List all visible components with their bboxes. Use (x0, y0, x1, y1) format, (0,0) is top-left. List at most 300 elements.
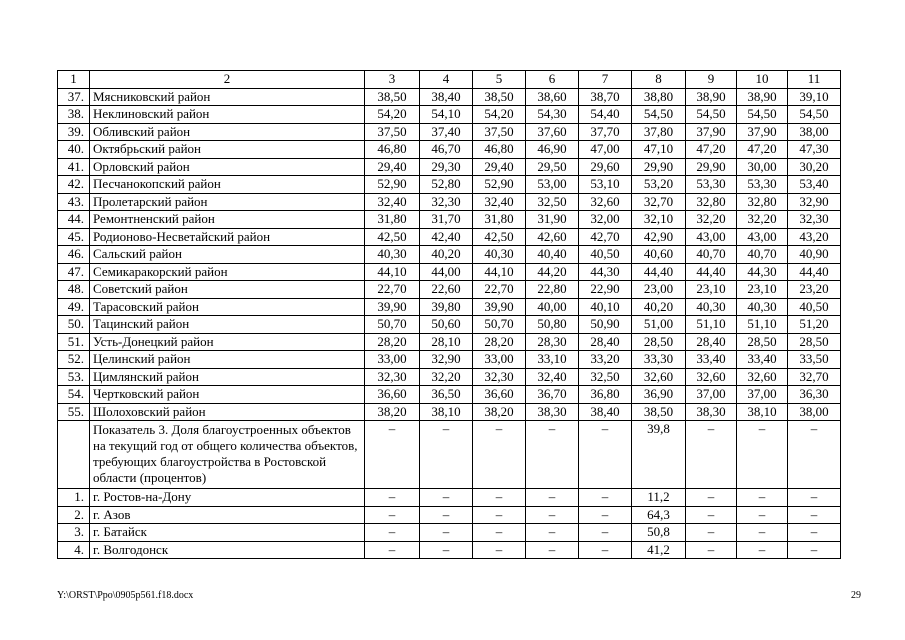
value-cell: 39,8 (632, 421, 686, 489)
table-row (58, 193, 841, 211)
value-cell: 32,50 (579, 368, 632, 386)
value-cell: – (686, 421, 737, 489)
value-cell: 37,00 (686, 386, 737, 404)
row-name: Неклиновский район (90, 106, 365, 124)
value-cell: 28,30 (526, 333, 579, 351)
value-cell: – (420, 506, 473, 524)
value-cell: – (526, 541, 579, 559)
value-cell: 32,80 (686, 193, 737, 211)
row-name: г. Ростов-на-Дону (90, 489, 365, 507)
table-row (58, 106, 841, 124)
value-cell: 38,90 (686, 88, 737, 106)
value-cell: 40,90 (788, 246, 841, 264)
value-cell: 32,20 (737, 211, 788, 229)
table-row (58, 403, 841, 421)
value-cell: 52,80 (420, 176, 473, 194)
row-name: Тацинский район (90, 316, 365, 334)
value-cell: 33,30 (632, 351, 686, 369)
value-cell: 37,90 (737, 123, 788, 141)
value-cell: 32,30 (788, 211, 841, 229)
value-cell: 40,20 (420, 246, 473, 264)
value-cell: 28,50 (632, 333, 686, 351)
value-cell: 38,10 (420, 403, 473, 421)
value-cell: 33,40 (686, 351, 737, 369)
row-name: Октябрьский район (90, 141, 365, 159)
page-number: 29 (851, 590, 861, 601)
row-number: 2. (58, 506, 90, 524)
row-name: г. Волгодонск (90, 541, 365, 559)
table-body (58, 71, 841, 559)
header-cell: 1 (58, 71, 90, 89)
value-cell: 47,20 (686, 141, 737, 159)
row-number: 50. (58, 316, 90, 334)
city-row (58, 541, 841, 559)
value-cell: 33,40 (737, 351, 788, 369)
value-cell: 33,00 (473, 351, 526, 369)
row-number: 44. (58, 211, 90, 229)
value-cell: – (737, 541, 788, 559)
value-cell: 29,90 (686, 158, 737, 176)
value-cell: 41,2 (632, 541, 686, 559)
value-cell: 33,20 (579, 351, 632, 369)
value-cell: – (686, 524, 737, 542)
value-cell: – (788, 421, 841, 489)
value-cell: 50,80 (526, 316, 579, 334)
value-cell: 22,60 (420, 281, 473, 299)
row-name: Усть-Донецкий район (90, 333, 365, 351)
value-cell: 54,20 (473, 106, 526, 124)
header-cell: 2 (90, 71, 365, 89)
value-cell: 44,40 (686, 263, 737, 281)
value-cell: 37,50 (473, 123, 526, 141)
value-cell: – (420, 421, 473, 489)
row-number: 47. (58, 263, 90, 281)
row-name: Родионово-Несветайский район (90, 228, 365, 246)
indicator-name: Показатель 3. Доля благоустроенных объектов на текущий год от общего количества объектов, требующих благоустройства в Ростовской области (процентов) (90, 421, 365, 489)
value-cell: 46,80 (473, 141, 526, 159)
value-cell: 54,50 (686, 106, 737, 124)
value-cell: 39,10 (788, 88, 841, 106)
value-cell: 38,10 (737, 403, 788, 421)
row-name: Тарасовский район (90, 298, 365, 316)
value-cell: 32,50 (526, 193, 579, 211)
value-cell: 32,70 (632, 193, 686, 211)
value-cell: – (420, 524, 473, 542)
value-cell: – (365, 524, 420, 542)
value-cell: 36,70 (526, 386, 579, 404)
row-name: Орловский район (90, 158, 365, 176)
value-cell: 38,40 (420, 88, 473, 106)
value-cell: 32,20 (686, 211, 737, 229)
value-cell: 47,10 (632, 141, 686, 159)
value-cell: 37,80 (632, 123, 686, 141)
row-name: Песчанокопский район (90, 176, 365, 194)
value-cell: 31,80 (473, 211, 526, 229)
row-number: 45. (58, 228, 90, 246)
value-cell: 29,30 (420, 158, 473, 176)
value-cell: 23,00 (632, 281, 686, 299)
value-cell: 40,00 (526, 298, 579, 316)
value-cell: 38,60 (526, 88, 579, 106)
row-number: 3. (58, 524, 90, 542)
table-row (58, 228, 841, 246)
value-cell: 43,20 (788, 228, 841, 246)
value-cell: 38,00 (788, 123, 841, 141)
value-cell: 32,00 (579, 211, 632, 229)
value-cell: 29,60 (579, 158, 632, 176)
value-cell: 64,3 (632, 506, 686, 524)
value-cell: 42,90 (632, 228, 686, 246)
value-cell: 40,30 (365, 246, 420, 264)
value-cell: 32,40 (365, 193, 420, 211)
value-cell: 28,10 (420, 333, 473, 351)
value-cell: 22,80 (526, 281, 579, 299)
row-name: Семикаракорский район (90, 263, 365, 281)
value-cell: 38,90 (737, 88, 788, 106)
table-row (58, 141, 841, 159)
value-cell: – (420, 489, 473, 507)
value-cell: 11,2 (632, 489, 686, 507)
value-cell: – (526, 489, 579, 507)
value-cell: 32,70 (788, 368, 841, 386)
value-cell: – (526, 421, 579, 489)
value-cell: 30,20 (788, 158, 841, 176)
value-cell: 40,30 (473, 246, 526, 264)
value-cell: 32,30 (365, 368, 420, 386)
header-cell: 11 (788, 71, 841, 89)
row-name: Целинский район (90, 351, 365, 369)
value-cell: 53,20 (632, 176, 686, 194)
value-cell: – (473, 506, 526, 524)
table-row (58, 176, 841, 194)
value-cell: 38,00 (788, 403, 841, 421)
value-cell: 38,50 (473, 88, 526, 106)
value-cell: 44,10 (365, 263, 420, 281)
value-cell: 47,00 (579, 141, 632, 159)
value-cell: 52,90 (473, 176, 526, 194)
value-cell: 28,40 (686, 333, 737, 351)
value-cell: 32,20 (420, 368, 473, 386)
value-cell: 46,80 (365, 141, 420, 159)
value-cell: 54,20 (365, 106, 420, 124)
empty-cell (58, 421, 90, 489)
row-number: 51. (58, 333, 90, 351)
table-row (58, 281, 841, 299)
row-number: 41. (58, 158, 90, 176)
value-cell: – (788, 524, 841, 542)
value-cell: – (686, 489, 737, 507)
value-cell: 37,40 (420, 123, 473, 141)
value-cell: 32,40 (473, 193, 526, 211)
value-cell: 40,60 (632, 246, 686, 264)
header-cell: 7 (579, 71, 632, 89)
value-cell: 37,50 (365, 123, 420, 141)
value-cell: 30,00 (737, 158, 788, 176)
value-cell: 32,60 (579, 193, 632, 211)
value-cell: – (473, 541, 526, 559)
value-cell: – (526, 506, 579, 524)
value-cell: 40,20 (632, 298, 686, 316)
row-number: 4. (58, 541, 90, 559)
value-cell: – (579, 541, 632, 559)
table-row (58, 333, 841, 351)
header-cell: 4 (420, 71, 473, 89)
header-cell: 5 (473, 71, 526, 89)
value-cell: 40,50 (579, 246, 632, 264)
value-cell: 36,80 (579, 386, 632, 404)
value-cell: 39,90 (365, 298, 420, 316)
row-name: Пролетарский район (90, 193, 365, 211)
value-cell: 33,10 (526, 351, 579, 369)
row-number: 42. (58, 176, 90, 194)
value-cell: – (579, 489, 632, 507)
value-cell: – (737, 524, 788, 542)
value-cell: 38,50 (632, 403, 686, 421)
value-cell: 36,50 (420, 386, 473, 404)
value-cell: 47,30 (788, 141, 841, 159)
row-name: г. Батайск (90, 524, 365, 542)
value-cell: 29,40 (365, 158, 420, 176)
value-cell: 53,40 (788, 176, 841, 194)
value-cell: – (788, 489, 841, 507)
table-row (58, 351, 841, 369)
value-cell: 42,50 (473, 228, 526, 246)
row-name: Обливский район (90, 123, 365, 141)
value-cell: – (365, 421, 420, 489)
value-cell: 32,60 (737, 368, 788, 386)
value-cell: – (473, 421, 526, 489)
value-cell: 50,60 (420, 316, 473, 334)
row-name: Сальский район (90, 246, 365, 264)
indicator-row (58, 421, 841, 489)
value-cell: 28,50 (737, 333, 788, 351)
value-cell: 42,70 (579, 228, 632, 246)
row-number: 52. (58, 351, 90, 369)
value-cell: 43,00 (737, 228, 788, 246)
table-row (58, 386, 841, 404)
value-cell: 32,10 (632, 211, 686, 229)
value-cell: 28,20 (365, 333, 420, 351)
value-cell: 22,70 (365, 281, 420, 299)
value-cell: 37,00 (737, 386, 788, 404)
value-cell: 53,10 (579, 176, 632, 194)
table-row (58, 211, 841, 229)
value-cell: 54,30 (526, 106, 579, 124)
value-cell: 51,00 (632, 316, 686, 334)
row-number: 53. (58, 368, 90, 386)
value-cell: 50,8 (632, 524, 686, 542)
value-cell: – (365, 489, 420, 507)
value-cell: 31,80 (365, 211, 420, 229)
table-row (58, 298, 841, 316)
value-cell: 40,30 (686, 298, 737, 316)
value-cell: 23,20 (788, 281, 841, 299)
value-cell: 31,90 (526, 211, 579, 229)
table-row (58, 246, 841, 264)
value-cell: – (788, 506, 841, 524)
row-number: 54. (58, 386, 90, 404)
value-cell: 38,30 (526, 403, 579, 421)
value-cell: 28,20 (473, 333, 526, 351)
value-cell: 42,60 (526, 228, 579, 246)
data-table (57, 70, 841, 559)
value-cell: 54,50 (632, 106, 686, 124)
value-cell: 37,60 (526, 123, 579, 141)
value-cell: 47,20 (737, 141, 788, 159)
value-cell: 50,70 (365, 316, 420, 334)
row-number: 55. (58, 403, 90, 421)
value-cell: 32,80 (737, 193, 788, 211)
value-cell: 37,70 (579, 123, 632, 141)
value-cell: 40,50 (788, 298, 841, 316)
header-cell: 9 (686, 71, 737, 89)
header-cell: 3 (365, 71, 420, 89)
value-cell: 28,50 (788, 333, 841, 351)
value-cell: 22,70 (473, 281, 526, 299)
value-cell: – (579, 524, 632, 542)
value-cell: 54,40 (579, 106, 632, 124)
value-cell: 32,40 (526, 368, 579, 386)
value-cell: 54,50 (788, 106, 841, 124)
value-cell: 29,50 (526, 158, 579, 176)
value-cell: 50,90 (579, 316, 632, 334)
value-cell: – (365, 541, 420, 559)
city-row (58, 506, 841, 524)
value-cell: 40,10 (579, 298, 632, 316)
value-cell: – (579, 506, 632, 524)
value-cell: 32,30 (473, 368, 526, 386)
row-number: 46. (58, 246, 90, 264)
value-cell: 44,20 (526, 263, 579, 281)
value-cell: – (365, 506, 420, 524)
header-cell: 6 (526, 71, 579, 89)
value-cell: – (579, 421, 632, 489)
row-number: 49. (58, 298, 90, 316)
value-cell: 44,30 (737, 263, 788, 281)
value-cell: 39,90 (473, 298, 526, 316)
value-cell: 33,50 (788, 351, 841, 369)
row-number: 48. (58, 281, 90, 299)
row-number: 43. (58, 193, 90, 211)
row-number: 39. (58, 123, 90, 141)
value-cell: 53,30 (737, 176, 788, 194)
value-cell: – (686, 506, 737, 524)
value-cell: 32,30 (420, 193, 473, 211)
value-cell: 32,90 (420, 351, 473, 369)
row-name: Ремонтненский район (90, 211, 365, 229)
value-cell: – (473, 524, 526, 542)
value-cell: 39,80 (420, 298, 473, 316)
value-cell: 38,40 (579, 403, 632, 421)
header-row (58, 71, 841, 89)
table-row (58, 368, 841, 386)
value-cell: 38,20 (365, 403, 420, 421)
value-cell: – (737, 421, 788, 489)
value-cell: 38,30 (686, 403, 737, 421)
value-cell: 36,60 (473, 386, 526, 404)
value-cell: 38,50 (365, 88, 420, 106)
value-cell: 43,00 (686, 228, 737, 246)
value-cell: 53,00 (526, 176, 579, 194)
value-cell: 29,40 (473, 158, 526, 176)
value-cell: 31,70 (420, 211, 473, 229)
value-cell: – (473, 489, 526, 507)
value-cell: 38,70 (579, 88, 632, 106)
value-cell: 44,10 (473, 263, 526, 281)
value-cell: 54,50 (737, 106, 788, 124)
header-cell: 10 (737, 71, 788, 89)
value-cell: 33,00 (365, 351, 420, 369)
value-cell: 38,80 (632, 88, 686, 106)
row-number: 40. (58, 141, 90, 159)
row-name: Советский район (90, 281, 365, 299)
value-cell: 54,10 (420, 106, 473, 124)
value-cell: 44,40 (632, 263, 686, 281)
value-cell: 40,30 (737, 298, 788, 316)
value-cell: – (737, 506, 788, 524)
value-cell: 52,90 (365, 176, 420, 194)
value-cell: 44,30 (579, 263, 632, 281)
row-name: Цимлянский район (90, 368, 365, 386)
value-cell: 40,70 (686, 246, 737, 264)
table-row (58, 263, 841, 281)
value-cell: 42,40 (420, 228, 473, 246)
file-path: Y:\ORST\Ppo\0905p561.f18.docx (57, 590, 194, 601)
table-row (58, 158, 841, 176)
value-cell: 40,40 (526, 246, 579, 264)
value-cell: 36,30 (788, 386, 841, 404)
value-cell: 42,50 (365, 228, 420, 246)
value-cell: 51,10 (686, 316, 737, 334)
table-row (58, 88, 841, 106)
value-cell: 46,90 (526, 141, 579, 159)
city-row (58, 489, 841, 507)
table-row (58, 123, 841, 141)
value-cell: – (526, 524, 579, 542)
value-cell: 23,10 (737, 281, 788, 299)
city-row (58, 524, 841, 542)
table-row (58, 316, 841, 334)
value-cell: 44,00 (420, 263, 473, 281)
value-cell: 29,90 (632, 158, 686, 176)
value-cell: 40,70 (737, 246, 788, 264)
header-cell: 8 (632, 71, 686, 89)
value-cell: 46,70 (420, 141, 473, 159)
value-cell: 22,90 (579, 281, 632, 299)
value-cell: – (420, 541, 473, 559)
value-cell: 50,70 (473, 316, 526, 334)
value-cell: – (788, 541, 841, 559)
value-cell: – (737, 489, 788, 507)
row-name: Мясниковский район (90, 88, 365, 106)
value-cell: 23,10 (686, 281, 737, 299)
value-cell: 36,90 (632, 386, 686, 404)
value-cell: 28,40 (579, 333, 632, 351)
value-cell: 38,20 (473, 403, 526, 421)
value-cell: 37,90 (686, 123, 737, 141)
value-cell: 51,20 (788, 316, 841, 334)
row-name: Чертковский район (90, 386, 365, 404)
value-cell: 44,40 (788, 263, 841, 281)
row-number: 37. (58, 88, 90, 106)
row-name: Шолоховский район (90, 403, 365, 421)
row-number: 1. (58, 489, 90, 507)
value-cell: 32,60 (632, 368, 686, 386)
value-cell: 32,90 (788, 193, 841, 211)
row-number: 38. (58, 106, 90, 124)
value-cell: 51,10 (737, 316, 788, 334)
value-cell: 53,30 (686, 176, 737, 194)
